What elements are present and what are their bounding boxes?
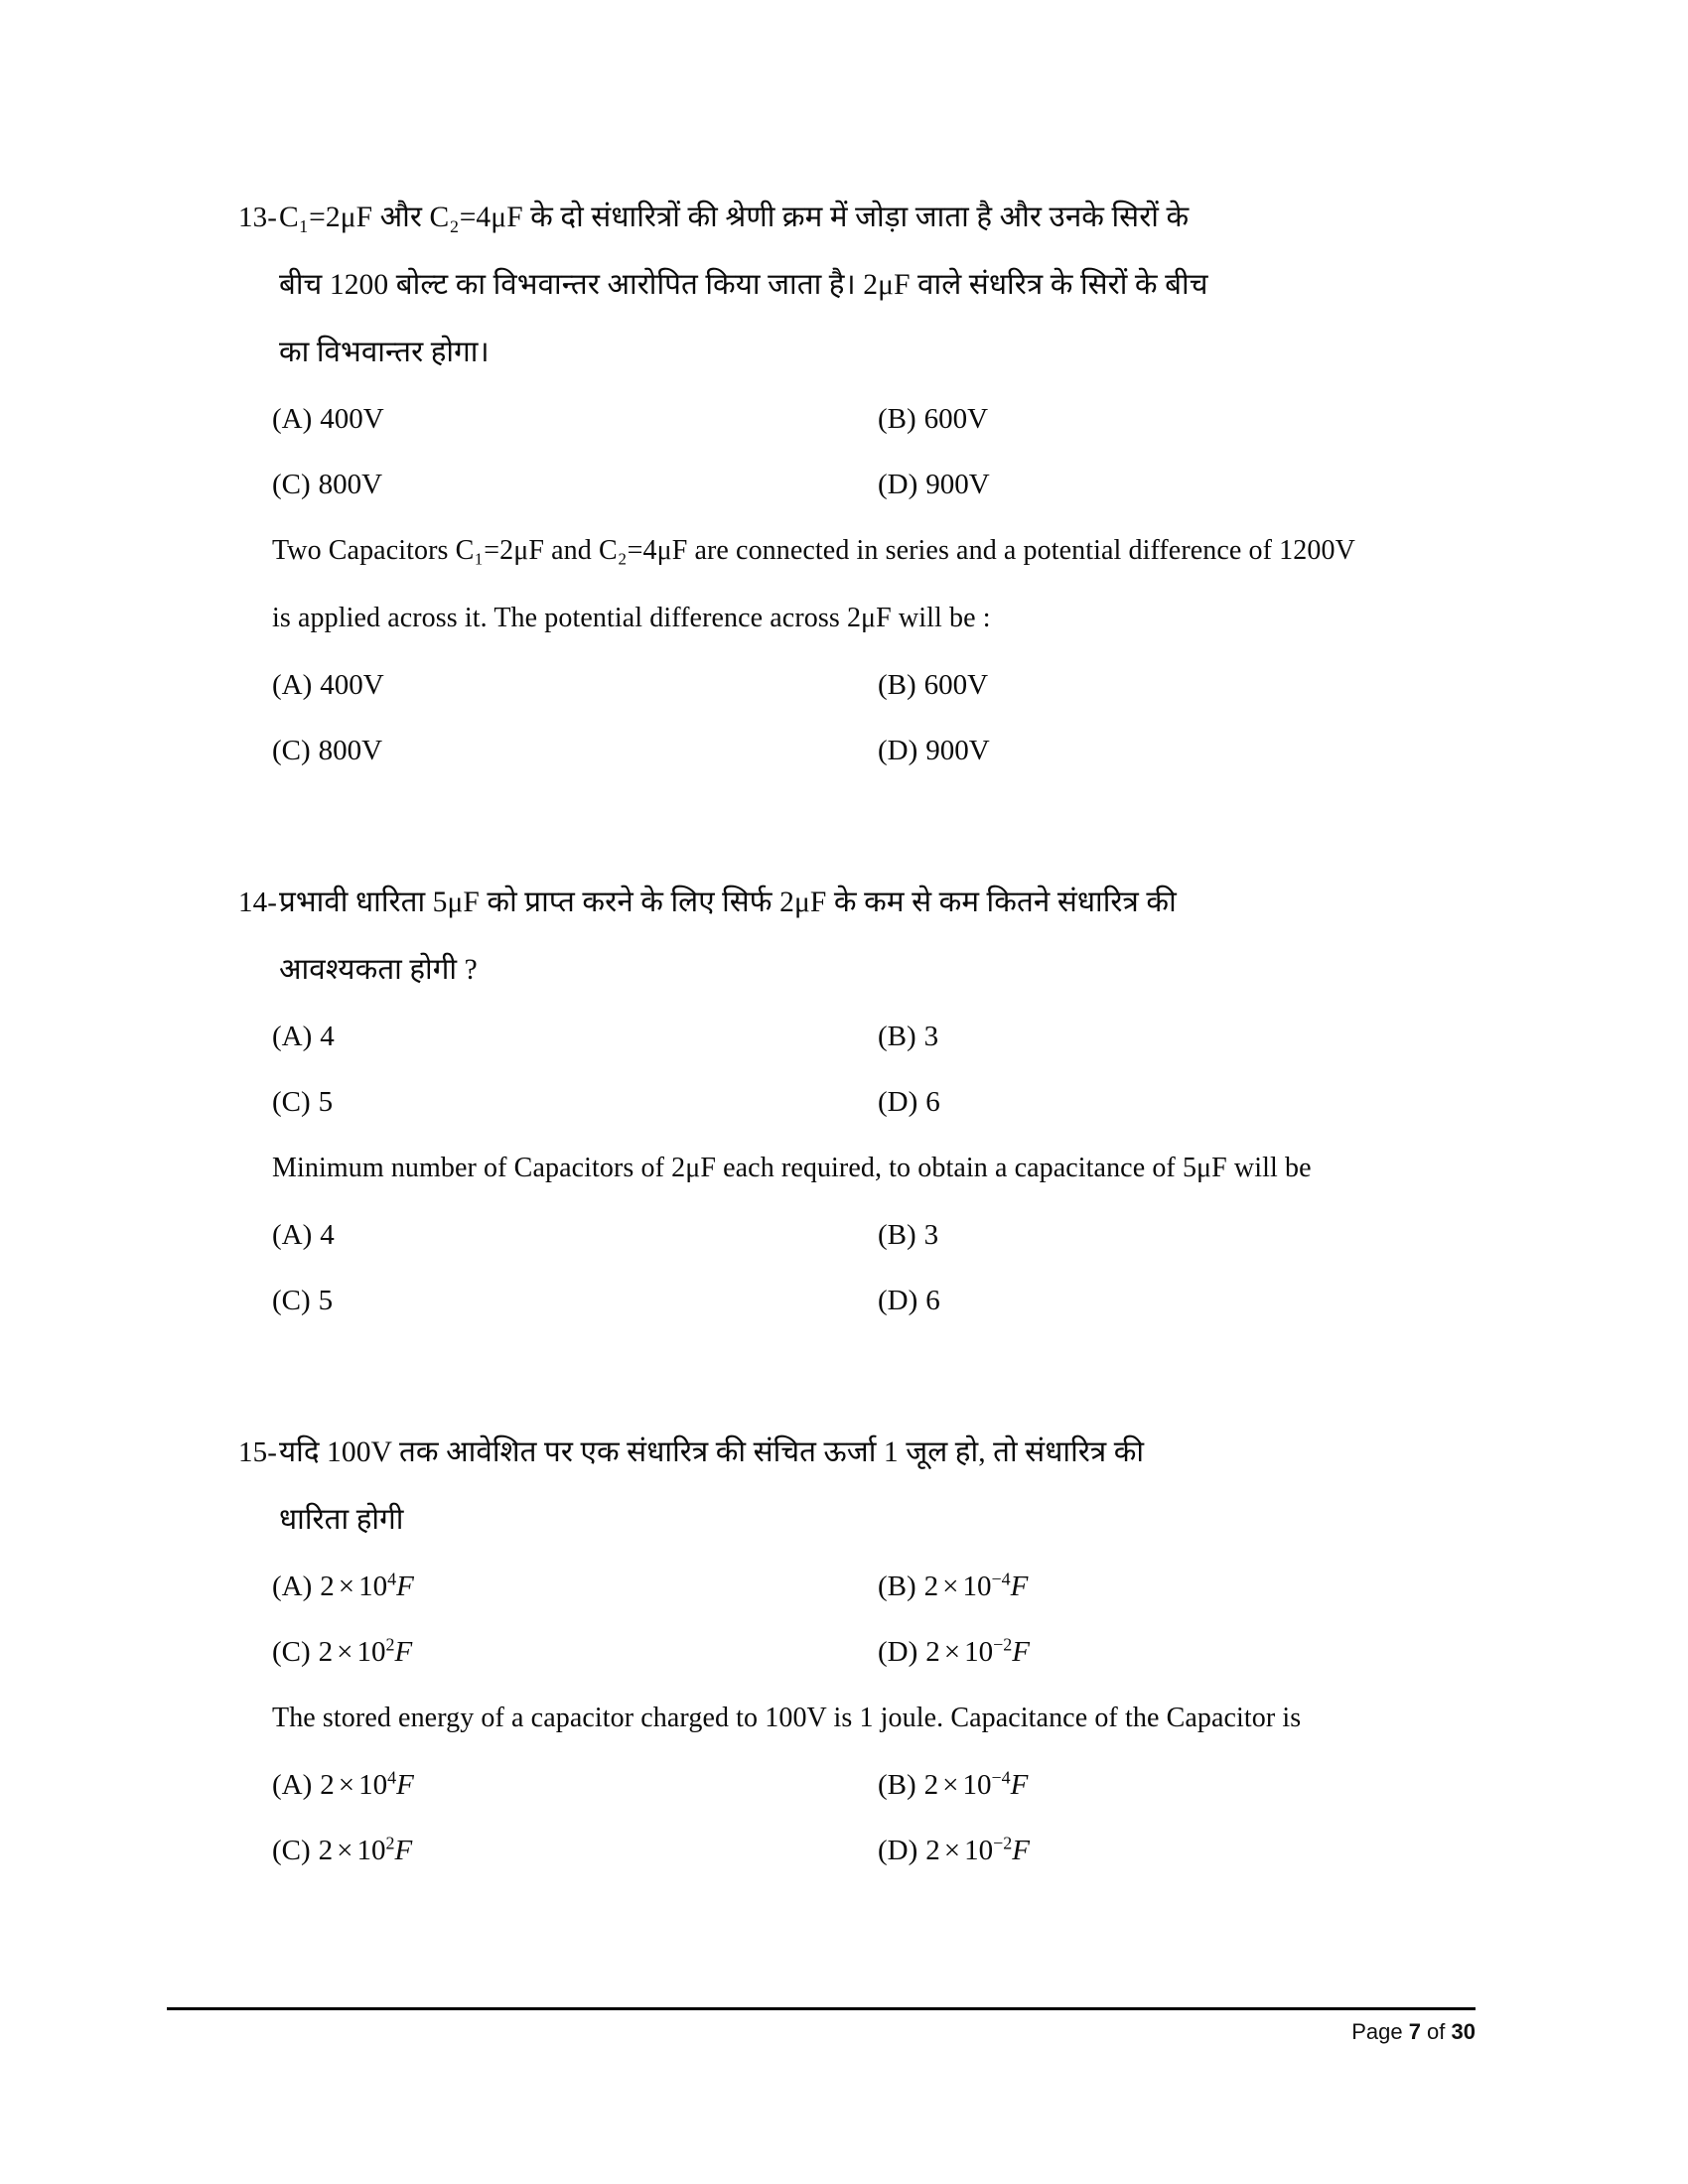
option-a-value: 4	[320, 1020, 335, 1052]
option-d-label: (D)	[878, 1085, 918, 1118]
option-c-exponent: 2	[385, 1832, 395, 1852]
option-b-unit: F	[1010, 1768, 1029, 1801]
question-13-english	[272, 517, 1472, 652]
question-15-hindi	[238, 1419, 1475, 1554]
option-b-base: 10	[962, 1570, 992, 1602]
option-d-label: (D)	[878, 468, 918, 500]
option-row	[272, 1202, 1414, 1268]
question-14-english-options	[272, 1202, 1414, 1333]
question-13-hindi-options	[272, 386, 1414, 517]
option-b-label: (B)	[878, 1218, 916, 1251]
option-b-label: (B)	[878, 402, 916, 435]
question-15-hindi-line-1: यदि 100V तक आवेशित पर एक संधारित्र की संचित ऊर्जा 1 जूल हो, तो संधारित्र की	[278, 1436, 1145, 1468]
question-14-hindi-line-1: प्रभावी धारिता 5μF को प्राप्त करने के लिए सिर्फ 2μF के कम से कम कितने संधारित्र की	[278, 887, 1177, 918]
option-c-label: (C)	[272, 468, 311, 500]
option-a-label: (A)	[272, 1218, 313, 1251]
option-d-label: (D)	[878, 1635, 918, 1668]
option-c[interactable]	[272, 1086, 878, 1119]
option-d-value: 900V	[925, 734, 990, 766]
option-b-value: 600V	[923, 402, 989, 435]
option-a-label: (A)	[272, 668, 313, 701]
option-d-exponent: −2	[993, 1832, 1013, 1852]
option-row	[272, 1069, 1414, 1135]
option-b[interactable]	[878, 403, 988, 436]
option-d[interactable]	[878, 469, 990, 501]
question-13	[238, 184, 1475, 783]
option-a-base: 10	[358, 1768, 388, 1801]
question-13-hindi-line-3: का विभवान्तर होगा।	[278, 337, 490, 368]
option-row	[272, 718, 1414, 783]
question-13-english-options	[272, 652, 1414, 783]
option-c-label: (C)	[272, 1834, 311, 1866]
option-a-mantissa: 2	[320, 1570, 335, 1602]
option-a-value: 400V	[320, 668, 384, 701]
question-13-hindi-body	[279, 184, 1475, 386]
option-c-label: (C)	[272, 1284, 311, 1316]
option-c-value: 800V	[318, 468, 383, 500]
option-a-exponent: 4	[387, 1766, 397, 1787]
multiplication-icon: ×	[943, 1635, 961, 1668]
option-row	[272, 386, 1414, 452]
question-15-hindi-options	[272, 1554, 1414, 1685]
option-d[interactable]	[878, 1832, 1030, 1867]
option-d-label: (D)	[878, 734, 918, 766]
question-14-hindi	[238, 869, 1475, 1004]
option-row	[272, 652, 1414, 718]
footer-total-pages: 30	[1451, 2019, 1476, 2044]
option-b-value: 3	[923, 1020, 939, 1052]
option-d-value: 6	[925, 1284, 940, 1316]
footer-middle: of	[1420, 2019, 1452, 2044]
option-d-unit: F	[1012, 1834, 1030, 1866]
option-c-value: 5	[318, 1085, 334, 1118]
question-13-english-line-1: Two Capacitors C₁=2μF and C₂=4μF are connected in series and a potential difference of 1200V	[272, 535, 1355, 566]
option-a-value: 4	[320, 1218, 335, 1251]
option-b-base: 10	[962, 1768, 992, 1801]
option-d[interactable]	[878, 1086, 940, 1119]
option-a-label: (A)	[272, 1020, 313, 1052]
option-c-base: 10	[356, 1635, 386, 1668]
option-d-value: 900V	[925, 468, 990, 500]
option-b-mantissa: 2	[923, 1768, 939, 1801]
option-c-value: 5	[318, 1284, 334, 1316]
option-c-label: (C)	[272, 734, 311, 766]
option-d[interactable]	[878, 1285, 940, 1317]
option-b-label: (B)	[878, 1020, 916, 1052]
option-b-mantissa: 2	[923, 1570, 939, 1602]
question-separator	[238, 1333, 1475, 1419]
question-15-hindi-line-2: धारिता होगी	[278, 1504, 404, 1536]
question-13-hindi	[238, 184, 1475, 386]
page-footer	[167, 2019, 1476, 2045]
option-c[interactable]	[272, 1285, 878, 1317]
option-a[interactable]	[272, 1219, 878, 1252]
option-b[interactable]	[878, 1021, 938, 1053]
multiplication-icon: ×	[942, 1768, 959, 1801]
multiplication-icon: ×	[338, 1570, 355, 1602]
option-c-unit: F	[394, 1834, 413, 1866]
option-d-label: (D)	[878, 1284, 918, 1316]
option-b-value: 600V	[923, 668, 989, 701]
multiplication-icon: ×	[943, 1834, 961, 1866]
question-14-hindi-options	[272, 1004, 1414, 1135]
question-13-english-line-2: is applied across it. The potential difference across 2μF will be :	[272, 603, 991, 633]
option-a-label: (A)	[272, 1570, 313, 1602]
option-a[interactable]	[272, 1570, 878, 1603]
option-a-unit: F	[396, 1570, 414, 1602]
footer-divider	[167, 2007, 1476, 2010]
option-d-label: (D)	[878, 1834, 918, 1866]
option-b-unit: F	[1010, 1570, 1029, 1602]
option-c[interactable]	[272, 469, 878, 501]
question-14	[238, 869, 1475, 1333]
option-d-base: 10	[964, 1635, 994, 1668]
option-d-unit: F	[1012, 1635, 1030, 1668]
option-b-value: 3	[923, 1218, 939, 1251]
option-d-mantissa: 2	[925, 1834, 940, 1866]
question-14-english-line-1: Minimum number of Capacitors of 2μF each required, to obtain a capacitance of 5μF will be	[272, 1153, 1312, 1183]
option-b[interactable]	[878, 1766, 1029, 1802]
option-row	[272, 1268, 1414, 1333]
footer-current-page: 7	[1408, 2019, 1421, 2044]
option-a-base: 10	[358, 1570, 388, 1602]
option-row	[272, 1004, 1414, 1069]
option-a[interactable]	[272, 1766, 878, 1802]
option-b[interactable]	[878, 1570, 1028, 1603]
option-a-value: 400V	[320, 402, 384, 435]
option-c-label: (C)	[272, 1085, 311, 1118]
option-a-unit: F	[396, 1768, 414, 1801]
option-c-mantissa: 2	[318, 1834, 334, 1866]
option-a-label: (A)	[272, 402, 313, 435]
question-14-number: 14-	[238, 887, 277, 918]
question-15-english-line-1: The stored energy of a capacitor charged to 100V is 1 joule. Capacitance of the Capacitor is	[272, 1703, 1302, 1733]
option-d-base: 10	[964, 1834, 994, 1866]
option-a-label: (A)	[272, 1768, 313, 1801]
page-content	[238, 184, 1475, 1883]
option-row	[272, 1554, 1414, 1619]
option-c[interactable]	[272, 1832, 878, 1867]
option-c[interactable]	[272, 1633, 878, 1669]
question-14-hindi-line-2: आवश्यकता होगी ?	[278, 954, 478, 986]
option-row	[272, 1752, 1414, 1818]
option-a[interactable]	[272, 403, 878, 436]
option-c-unit: F	[394, 1635, 413, 1668]
option-c-exponent: 2	[385, 1633, 395, 1654]
multiplication-icon: ×	[338, 1768, 355, 1801]
question-15	[238, 1419, 1475, 1883]
question-13-number: 13-	[238, 202, 277, 233]
option-c-mantissa: 2	[318, 1635, 334, 1668]
question-13-hindi-line-2: बीच 1200 बोल्ट का विभवान्तर आरोपित किया जाता है। 2μF वाले संधरित्र के सिरों के बीच	[278, 269, 1208, 301]
option-c-label: (C)	[272, 1635, 311, 1668]
option-d[interactable]	[878, 1633, 1030, 1669]
option-b-label: (B)	[878, 1768, 916, 1801]
option-c-base: 10	[356, 1834, 386, 1866]
question-15-number: 15-	[238, 1436, 277, 1468]
option-d-mantissa: 2	[925, 1635, 940, 1668]
option-b-label: (B)	[878, 668, 916, 701]
option-d-value: 6	[925, 1085, 940, 1118]
option-row	[272, 1818, 1414, 1883]
footer-prefix: Page	[1351, 2019, 1409, 2044]
option-a[interactable]	[272, 1021, 878, 1053]
option-b[interactable]	[878, 1219, 938, 1252]
option-b-exponent: −4	[991, 1766, 1011, 1787]
question-13-hindi-line-1: C₁=2μF और C₂=4μF के दो संधारित्रों की श्रेणी क्रम में जोड़ा जाता है और उनके सिरों के	[278, 202, 1190, 233]
question-15-english	[272, 1685, 1472, 1752]
option-a-mantissa: 2	[320, 1768, 335, 1801]
question-15-english-options	[272, 1752, 1414, 1883]
option-d[interactable]	[878, 735, 990, 767]
option-c-value: 800V	[318, 734, 383, 766]
option-b-exponent: −4	[991, 1568, 1011, 1588]
option-row	[272, 1619, 1414, 1685]
question-separator	[238, 783, 1475, 869]
option-a[interactable]	[272, 669, 878, 702]
option-a-exponent: 4	[387, 1568, 397, 1588]
option-b-label: (B)	[878, 1570, 916, 1602]
multiplication-icon: ×	[337, 1834, 353, 1866]
question-15-hindi-body	[279, 1419, 1475, 1554]
option-row	[272, 452, 1414, 517]
multiplication-icon: ×	[942, 1570, 959, 1602]
option-d-exponent: −2	[993, 1633, 1013, 1654]
option-b[interactable]	[878, 669, 988, 702]
option-c[interactable]	[272, 735, 878, 767]
question-14-english	[272, 1135, 1472, 1202]
question-14-hindi-body	[279, 869, 1475, 1004]
multiplication-icon: ×	[337, 1635, 353, 1668]
